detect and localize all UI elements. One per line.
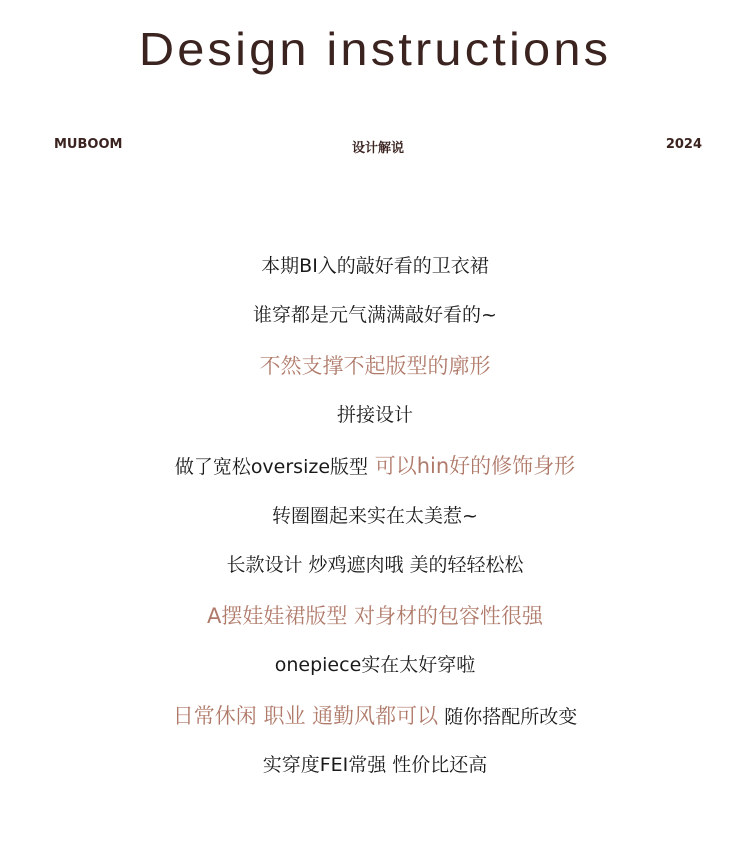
text-line-11: 实穿度FEI常强 性价比还高 — [262, 754, 488, 776]
text-line-10-part-highlight: 日常休闲 职业 通勤风都可以 — [172, 704, 439, 728]
page-title: Design instructions — [138, 23, 612, 75]
year-label: 2024 — [665, 137, 702, 152]
section-label: 设计解说 — [351, 141, 405, 156]
text-line-5-part-highlight: 可以hin好的修饰身形 — [368, 454, 576, 478]
text-line-2: 谁穿都是元气满满敲好看的~ — [253, 304, 497, 326]
text-line-6: 转圈圈起来实在太美惹~ — [272, 505, 478, 527]
text-line-9: onepiece实在太好穿啦 — [274, 654, 476, 676]
text-line-7: 长款设计 炒鸡遮肉哦 美的轻轻松松 — [226, 554, 524, 576]
text-line-10-part-dark: 随你搭配所改变 — [438, 706, 578, 728]
text-line-10 — [0, 700, 750, 730]
header-row — [54, 137, 702, 157]
text-line-8-highlight: A摆娃娃裙版型 对身材的包容性很强 — [206, 604, 544, 628]
text-line-1: 本期BI入的敲好看的卫衣裙 — [261, 255, 489, 277]
brand-label: MUBOOM — [54, 137, 123, 152]
text-line-5 — [0, 450, 750, 480]
text-line-5-part-dark: 做了宽松oversize版型 — [174, 456, 369, 478]
text-line-3-highlight: 不然支撑不起版型的廓形 — [259, 354, 491, 378]
text-line-4: 拼接设计 — [336, 404, 413, 426]
